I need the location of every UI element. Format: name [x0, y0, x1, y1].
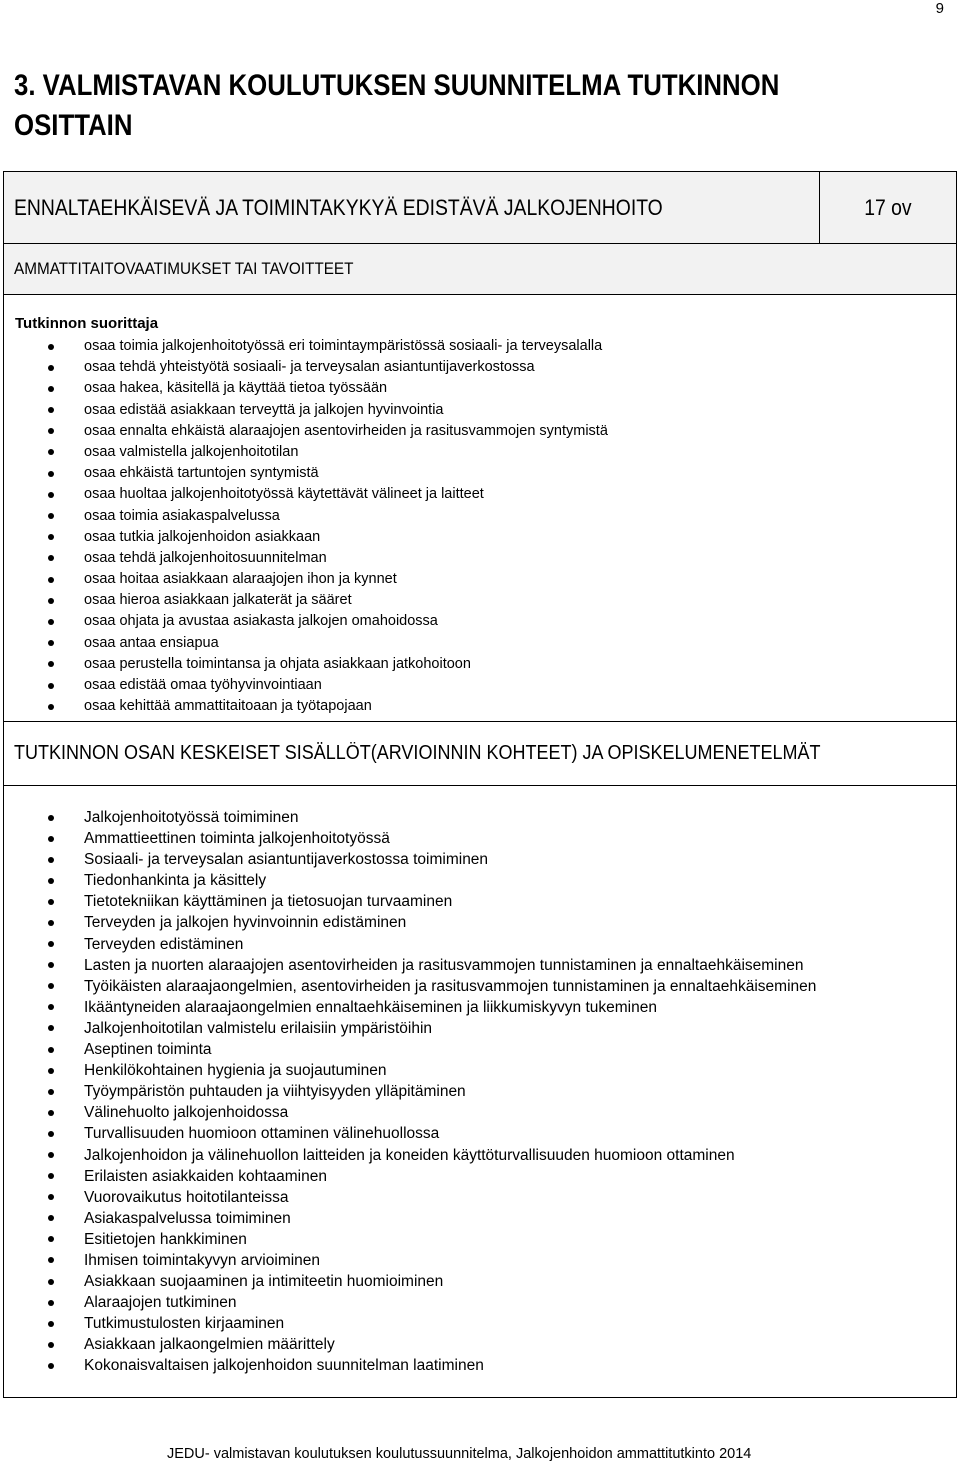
content-item: Vuorovaikutus hoitotilanteissa — [4, 1187, 816, 1208]
content-item: Tietotekniikan käyttäminen ja tietosuojan turvaaminen — [4, 891, 816, 912]
contents-heading: TUTKINNON OSAN KESKEISET SISÄLLÖT(ARVIOINNIN KOHTEET) JA OPISKELUMENETELMÄT — [14, 742, 821, 764]
goals-list — [4, 336, 608, 717]
goal-item: osaa toimia jalkojenhoitotyössä eri toimintaympäristössä sosiaali- ja terveysalalla — [4, 336, 608, 357]
contents-list — [4, 807, 816, 1377]
course-credits: 17 ov — [864, 194, 912, 220]
content-item: Ihmisen toimintakyvyn arvioiminen — [4, 1250, 816, 1271]
content-item: Lasten ja nuorten alaraajojen asentovirheiden ja rasitusvammojen tunnistaminen ja ennaltaehkäiseminen — [4, 955, 816, 976]
contents-heading-row — [3, 721, 957, 786]
goals-subheading: Tutkinnon suorittaja — [15, 315, 159, 332]
goals-heading-row — [3, 243, 957, 295]
content-item: Erilaisten asiakkaiden kohtaaminen — [4, 1166, 816, 1187]
content-item: Ikääntyneiden alaraajaongelmien ennaltaehkäiseminen ja liikkumiskyvyn tukeminen — [4, 997, 816, 1018]
course-header-row — [3, 171, 957, 244]
goals-section — [3, 294, 957, 722]
content-item: Jalkojenhoidon ja välinehuollon laitteiden ja koneiden käyttöturvallisuuden huomioon ottaminen — [4, 1145, 816, 1166]
goal-item: osaa kehittää ammattitaitoaan ja työtapojaan — [4, 696, 608, 717]
goal-item: osaa edistää omaa työhyvinvointiaan — [4, 675, 608, 696]
content-item: Ammattieettinen toiminta jalkojenhoitotyössä — [4, 828, 816, 849]
content-item: Turvallisuuden huomioon ottaminen välinehuollossa — [4, 1123, 816, 1144]
goal-item: osaa toimia asiakaspalvelussa — [4, 506, 608, 527]
goal-item: osaa ehkäistä tartuntojen syntymistä — [4, 463, 608, 484]
goal-item: osaa edistää asiakkaan terveyttä ja jalkojen hyvinvointia — [4, 400, 608, 421]
content-item: Kokonaisvaltaisen jalkojenhoidon suunnitelman laatiminen — [4, 1355, 816, 1376]
content-item: Terveyden edistäminen — [4, 934, 816, 955]
goal-item: osaa perustella toimintansa ja ohjata asiakkaan jatkohoitoon — [4, 654, 608, 675]
course-name-cell — [4, 172, 820, 243]
goal-item: osaa hoitaa asiakkaan alaraajojen ihon ja kynnet — [4, 569, 608, 590]
goal-item: osaa ennalta ehkäistä alaraajojen asentovirheiden ja rasitusvammojen syntymistä — [4, 421, 608, 442]
contents-section — [3, 785, 957, 1398]
goal-item: osaa hakea, käsitellä ja käyttää tietoa työssään — [4, 378, 608, 399]
course-name: ENNALTAEHKÄISEVÄ JA TOIMINTAKYKYÄ EDISTÄVÄ JALKOJENHOITO — [14, 194, 663, 220]
goal-item: osaa tehdä yhteistyötä sosiaali- ja terveysalan asiantuntijaverkostossa — [4, 357, 608, 378]
content-item: Alaraajojen tutkiminen — [4, 1292, 816, 1313]
goal-item: osaa hieroa asiakkaan jalkaterät ja sääret — [4, 590, 608, 611]
content-item: Asiakaspalvelussa toimiminen — [4, 1208, 816, 1229]
course-credits-cell — [820, 172, 956, 243]
goals-heading: AMMATTITAITOVAATIMUKSET TAI TAVOITTEET — [14, 259, 354, 278]
content-item: Työikäisten alaraajaongelmien, asentovirheiden ja rasitusvammojen tunnistaminen ja ennaltaehkäiseminen — [4, 976, 816, 997]
content-item: Jalkojenhoitotilan valmistelu erilaisiin ympäristöihin — [4, 1018, 816, 1039]
goal-item: osaa ohjata ja avustaa asiakasta jalkojen omahoidossa — [4, 611, 608, 632]
content-item: Jalkojenhoitotyössä toimiminen — [4, 807, 816, 828]
content-item: Välinehuolto jalkojenhoidossa — [4, 1102, 816, 1123]
content-item: Asiakkaan jalkaongelmien määrittely — [4, 1334, 816, 1355]
content-item: Työympäristön puhtauden ja viihtyisyyden ylläpitäminen — [4, 1081, 816, 1102]
page-title: 3. VALMISTAVAN KOULUTUKSEN SUUNNITELMA TUTKINNON OSITTAIN — [14, 69, 780, 142]
content-item: Esitietojen hankkiminen — [4, 1229, 816, 1250]
content-item: Terveyden ja jalkojen hyvinvoinnin edistäminen — [4, 912, 816, 933]
content-item: Tutkimustulosten kirjaaminen — [4, 1313, 816, 1334]
goal-item: osaa tutkia jalkojenhoidon asiakkaan — [4, 527, 608, 548]
content-item: Tiedonhankinta ja käsittely — [4, 870, 816, 891]
goal-item: osaa antaa ensiapua — [4, 633, 608, 654]
goal-item: osaa valmistella jalkojenhoitotilan — [4, 442, 608, 463]
page-number: 9 — [935, 0, 944, 17]
goal-item: osaa tehdä jalkojenhoitosuunnitelman — [4, 548, 608, 569]
content-item: Sosiaali- ja terveysalan asiantuntijaverkostossa toimiminen — [4, 849, 816, 870]
goal-item: osaa huoltaa jalkojenhoitotyössä käytettävät välineet ja laitteet — [4, 484, 608, 505]
content-item: Aseptinen toiminta — [4, 1039, 816, 1060]
page-footer: JEDU- valmistavan koulutuksen koulutussuunnitelma, Jalkojenhoidon ammattitutkinto 2014 — [167, 1446, 752, 1462]
content-item: Asiakkaan suojaaminen ja intimiteetin huomioiminen — [4, 1271, 816, 1292]
content-item: Henkilökohtainen hygienia ja suojautuminen — [4, 1060, 816, 1081]
